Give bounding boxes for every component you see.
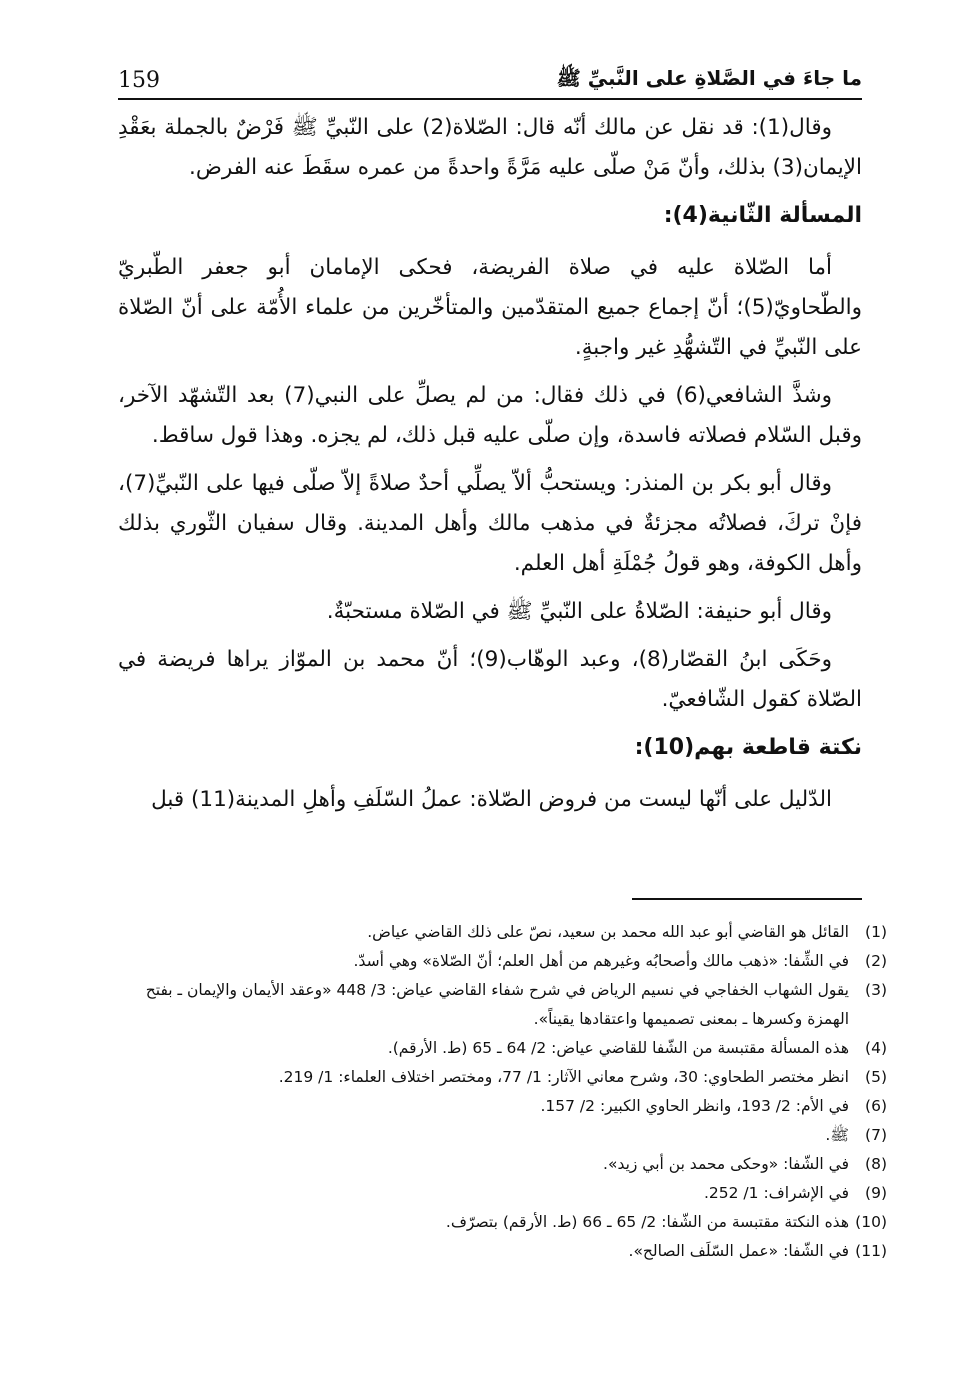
footnote-number: (11) [855,1242,887,1260]
footnote-text: ﷺ. [825,1126,849,1144]
footnote [110,947,887,976]
footnote-text: انظر مختصر الطحاوي: 30، وشرح معاني الآثار: 1/ 77، ومختصر اختلاف العلماء: 1/ 219. [278,1068,849,1086]
footnote-number: (6) [865,1097,887,1115]
paragraph-2: أما الصّلاة عليه في صلاة الفريضة، فحكى الإمامان أبو جعفر الطّبريّ والطّحاويّ(5)؛ أنّ إجماع جميع المتقدّمين والمتأخّرين من علماء الأُمّة على أنّ الصّلاة على النّبيِّ في التّشهُّدِ غير واجبةٍ. [118,255,862,360]
section-heading-decisive-point: نكتة قاطعة بهم(10): [634,735,862,760]
paragraph-6: وحَكَى ابنُ القصّار(8)، وعبد الوهّاب(9)؛ أنّ محمد بن الموّاز يراها فريضة في الصّلاة كقول الشّافعيّ. [118,647,862,712]
footnote [110,1063,887,1092]
page-header [118,62,862,100]
footnote-text: في الإشراف: 1/ 252. [703,1184,849,1202]
footnote-text: في الشِّفا: «ذهب مالك وأصحابُه وغيرهم من أهل العلم؛ أنّ الصّلاة» وهي أسدّ. [353,952,849,970]
footnote-text: يقول الشهاب الخفاجي في نسيم الرياض في شرح شفاء القاضي عياض: 3/ 448 «وعقد الأيمان والإيمان ـ بفتح الهمزة وكسرها ـ بمعنى تصميمها واعتقادها يقيناً». [145,981,849,1028]
paragraph-7: الدّليل على أنّها ليست من فروض الصّلاة: عملُ السّلَفِ وأهلِ المدينة(11) قبل [151,787,832,812]
footnote-number: (7) [865,1126,887,1144]
main-text [118,108,862,828]
paragraph-5: وقال أبو حنيفة: الصّلاةُ على النّبيِّ ﷺ في الصّلاة مستحبّةٌ. [326,599,832,624]
footnotes [110,918,887,1266]
footnote [110,1092,887,1121]
footnote-text: في الشّفا: «وحكى محمد بن أبي زيد». [603,1155,849,1173]
footnote [110,976,887,1034]
footnote-number: (1) [865,923,887,941]
footnote [110,1179,887,1208]
footnote-number: (9) [865,1184,887,1202]
footnote-number: (5) [865,1068,887,1086]
footnote-text: هذه النكتة مقتبسة من الشّفا: 2/ 65 ـ 66 (ط. الأرقم) بتصرّف. [445,1213,849,1231]
footnote-number: (8) [865,1155,887,1173]
footnote [110,918,887,947]
section-heading-second-issue: المسألة الثّانية(4): [663,203,862,228]
footnote [110,1121,887,1150]
paragraph-1: وقال(1): قد نقل عن مالك أنّه قال: الصّلاة(2) على النّبيِّ ﷺ فَرْضٌ بالجملة بعَقْدِ الإيمان(3) بذلك، وأنّ مَنْ صلّى عليه مَرَّةً واحدةً من عمره سقَطَ عنه الفرض. [118,115,862,180]
footnote [110,1237,887,1266]
footnote-number: (3) [865,981,887,999]
footnote-text: القائل هو القاضي أبو عبد الله محمد بن سعيد، نصّ على ذلك القاضي عياض. [367,923,849,941]
page-number: 159 [118,67,160,93]
footnote-separator [632,898,862,900]
footnote-number: (10) [855,1213,887,1231]
footnote [110,1150,887,1179]
paragraph-3: وشذَّ الشافعي(6) في ذلك فقال: من لم يصلِّ على النبي(7) بعد التّشهّد الآخر، وقبل السّلام فصلاته فاسدة، وإن صلّى عليه قبل ذلك، لم يجزه. وهذا قول ساقط. [118,383,862,448]
footnote-text: في الأم: 2/ 193، وانظر الحاوي الكبير: 2/ 157. [540,1097,849,1115]
footnote-text: في الشّفا: «عمل السّلَف الصالح». [628,1242,849,1260]
footnote-number: (4) [865,1039,887,1057]
footnote-number: (2) [865,952,887,970]
running-title: ما جاءَ في الصَّلاةِ على النَّبيِّ ﷺ [556,65,862,90]
footnote-text: هذه المسألة مقتبسة من الشّفا للقاضي عياض: 2/ 64 ـ 65 (ط. الأرقم). [387,1039,849,1057]
paragraph-4: وقال أبو بكر بن المنذر: ويستحبُّ ألاّ يصلِّي أحدٌ صلاةً إلاّ صلّى فيها على النّبيِّ(7)، فإنْ تركَ، فصلاتُه مجزئةٌ في مذهب مالك وأهل المدينة. وقال سفيان الثّوري بذلك وأهل الكوفة، وهو قولُ جُمْلَةِ أهل العلم. [118,471,862,576]
footnote [110,1034,887,1063]
footnote [110,1208,887,1237]
